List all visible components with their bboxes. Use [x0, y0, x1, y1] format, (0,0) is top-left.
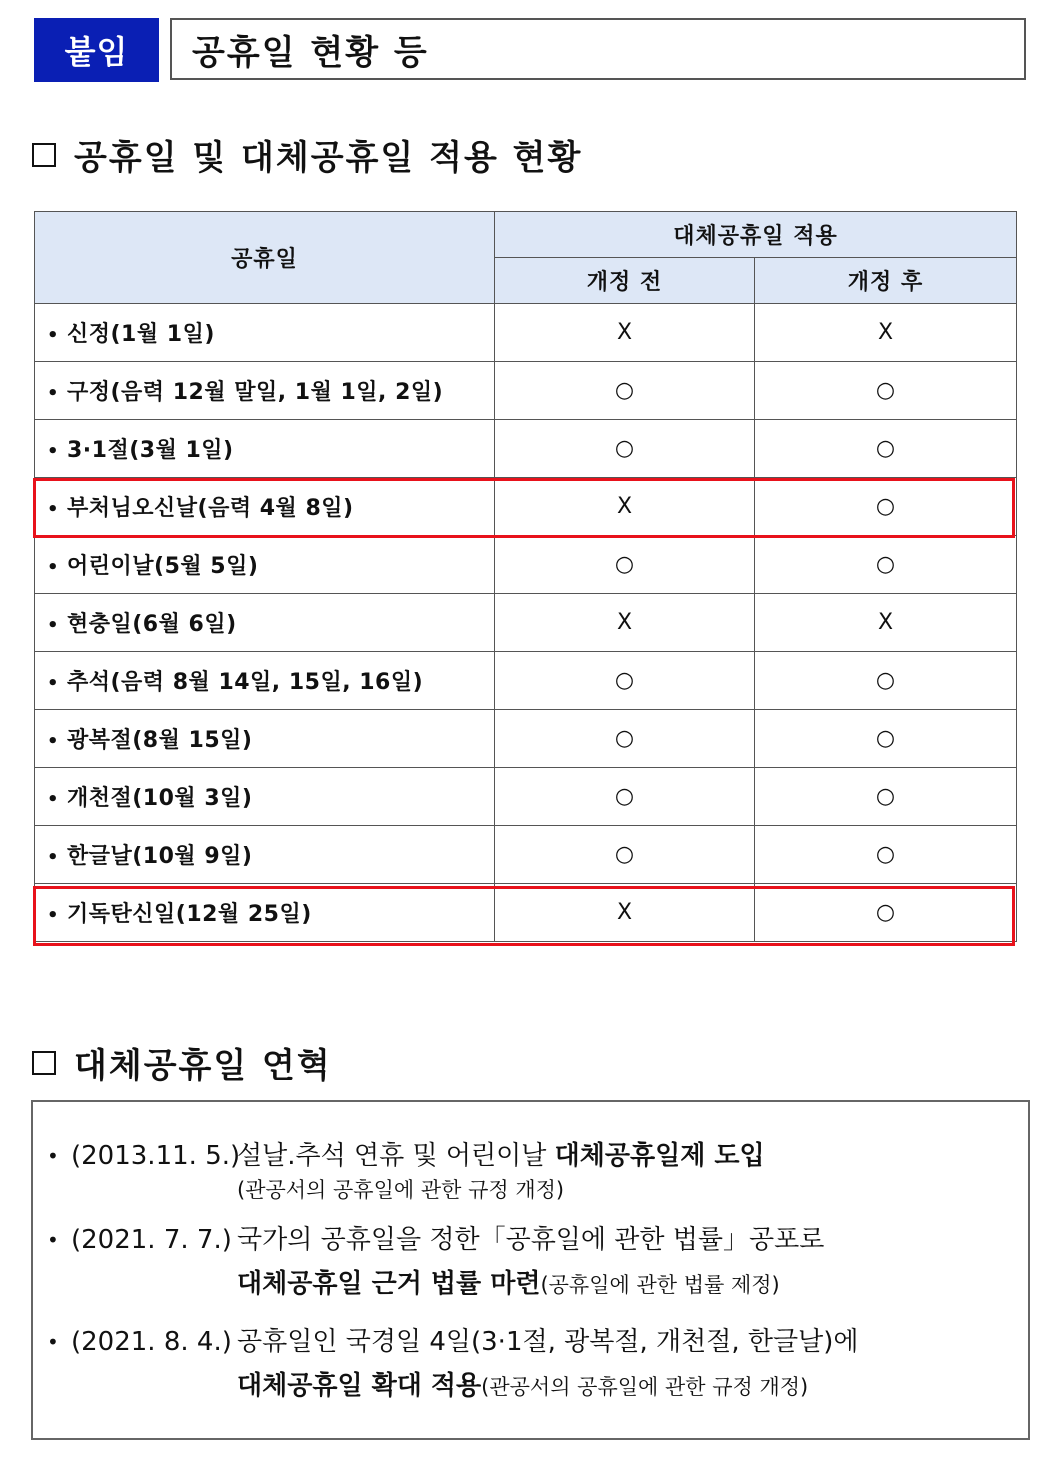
- bullet-icon: •: [47, 557, 60, 578]
- table-row: [35, 304, 1017, 362]
- bullet-icon: •: [47, 789, 60, 810]
- mark-before: ○: [495, 652, 755, 710]
- mark-after: ○: [755, 884, 1017, 942]
- holiday-name: 3·1절(3월 1일): [67, 438, 234, 463]
- bullet-icon: •: [47, 615, 60, 636]
- header-holiday: 공휴일: [35, 212, 495, 304]
- bullet-icon: •: [47, 673, 60, 694]
- mark-after: ○: [755, 362, 1017, 420]
- bullet-icon: •: [47, 441, 60, 462]
- mark-before: ○: [495, 420, 755, 478]
- history-entry: [47, 1138, 1007, 1218]
- checkbox-icon: [32, 1051, 56, 1075]
- table-row: [35, 826, 1017, 884]
- table-row: [35, 768, 1017, 826]
- mark-after: ○: [755, 768, 1017, 826]
- mark-before: ○: [495, 826, 755, 884]
- holiday-name: 추석(음력 8월 14일, 15일, 16일): [67, 670, 424, 695]
- holiday-name: 구정(음력 12월 말일, 1월 1일, 2일): [67, 380, 444, 405]
- history-line2: (관공서의 공휴일에 관한 규정 개정): [237, 1178, 565, 1202]
- section-heading-status: [32, 130, 582, 179]
- holiday-name: 기독탄신일(12월 25일): [67, 902, 312, 927]
- mark-before: ○: [495, 362, 755, 420]
- table-row: [35, 652, 1017, 710]
- history-line2: 대체공휴일 근거 법률 마련(공휴일에 관한 법률 제정): [237, 1269, 780, 1299]
- checkbox-icon: [32, 143, 56, 167]
- holiday-table: [34, 211, 1017, 942]
- mark-after: X: [755, 594, 1017, 652]
- header-before: 개정 전: [495, 258, 755, 304]
- history-line1: 설날.추석 연휴 및 어린이날 대체공휴일제 도입: [237, 1141, 765, 1171]
- table-row: [35, 536, 1017, 594]
- mark-after: X: [755, 304, 1017, 362]
- page-title: 공휴일 현황 등: [170, 18, 1026, 80]
- table-row: [35, 884, 1017, 942]
- mark-after: ○: [755, 536, 1017, 594]
- bullet-icon: •: [47, 383, 60, 404]
- table-row: [35, 420, 1017, 478]
- mark-before: ○: [495, 710, 755, 768]
- table-row: [35, 594, 1017, 652]
- bullet-icon: •: [47, 905, 60, 926]
- holiday-name: 현충일(6월 6일): [67, 612, 237, 637]
- table-row: [35, 710, 1017, 768]
- mark-before: X: [495, 478, 755, 536]
- holiday-name: 개천절(10월 3일): [67, 786, 253, 811]
- history-line1: 국가의 공휴일을 정한「공휴일에 관한 법률」공포로: [237, 1225, 825, 1255]
- mark-after: ○: [755, 710, 1017, 768]
- mark-after: ○: [755, 420, 1017, 478]
- mark-after: ○: [755, 826, 1017, 884]
- holiday-name: 광복절(8월 15일): [67, 728, 253, 753]
- holiday-name: 부처님오신날(음력 4월 8일): [67, 496, 354, 521]
- header-substitute-group: 대체공휴일 적용: [495, 212, 1017, 258]
- section-heading-history: [32, 1038, 332, 1087]
- header-after: 개정 후: [755, 258, 1017, 304]
- history-line2: 대체공휴일 확대 적용(관공서의 공휴일에 관한 규정 개정): [237, 1371, 809, 1401]
- bullet-icon: •: [47, 499, 60, 520]
- bullet-icon: •: [47, 731, 60, 752]
- holiday-name: 어린이날(5월 5일): [67, 554, 259, 579]
- section-heading-history-text: 대체공휴일 연혁: [74, 1046, 332, 1086]
- mark-before: X: [495, 884, 755, 942]
- bullet-icon: •: [47, 1228, 59, 1252]
- bullet-icon: •: [47, 1330, 59, 1354]
- mark-after: ○: [755, 478, 1017, 536]
- history-entry: [47, 1324, 1007, 1414]
- section-heading-status-text: 공휴일 및 대체공휴일 적용 현황: [74, 138, 583, 178]
- mark-before: ○: [495, 536, 755, 594]
- bullet-icon: •: [47, 847, 60, 868]
- history-date: (2021. 7. 7.): [71, 1225, 232, 1255]
- bullet-icon: •: [47, 1144, 59, 1168]
- table-row: [35, 478, 1017, 536]
- history-date: (2013.11. 5.): [71, 1141, 241, 1171]
- holiday-name: 신정(1월 1일): [67, 322, 215, 347]
- history-date: (2021. 8. 4.): [71, 1327, 232, 1357]
- history-box: [31, 1100, 1030, 1440]
- mark-before: ○: [495, 768, 755, 826]
- attachment-tag: 붙임: [34, 18, 159, 82]
- table-row: [35, 362, 1017, 420]
- history-entry: [47, 1222, 1007, 1302]
- mark-after: ○: [755, 652, 1017, 710]
- history-line1: 공휴일인 국경일 4일(3·1절, 광복절, 개천절, 한글날)에: [237, 1327, 859, 1357]
- mark-before: X: [495, 304, 755, 362]
- mark-before: X: [495, 594, 755, 652]
- bullet-icon: •: [47, 325, 60, 346]
- holiday-name: 한글날(10월 9일): [67, 844, 253, 869]
